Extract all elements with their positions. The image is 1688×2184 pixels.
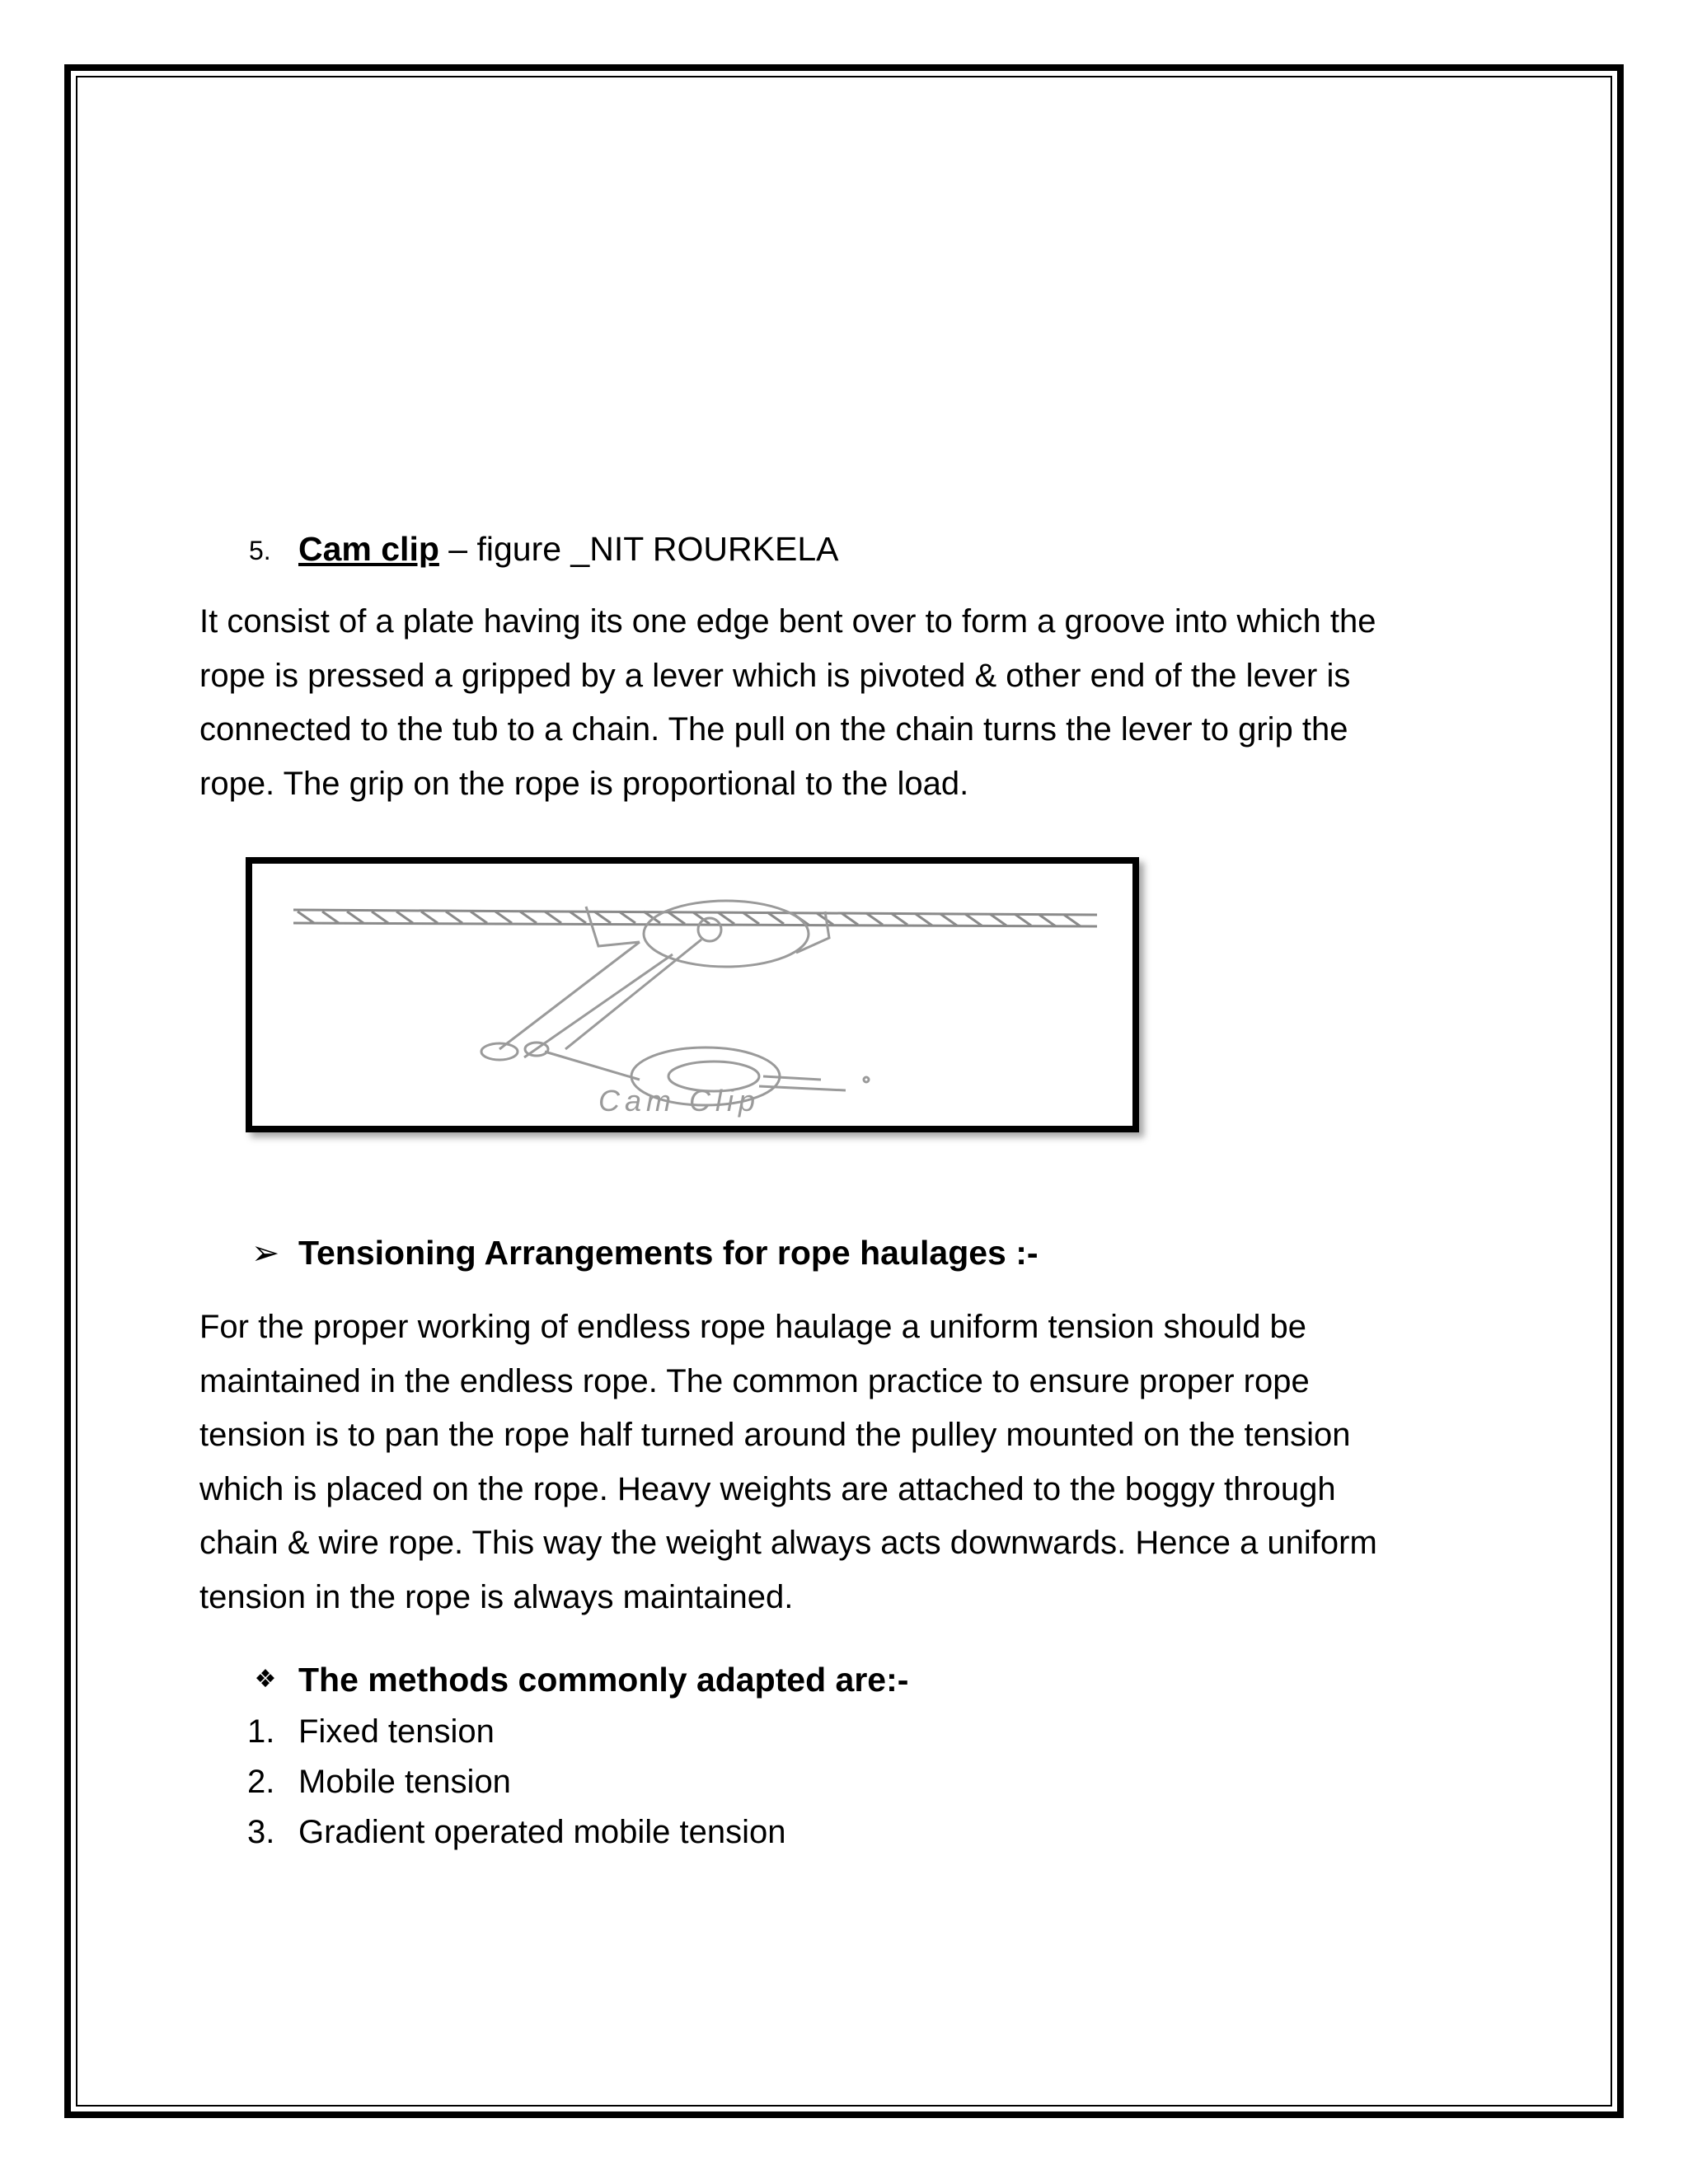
paragraph-1-line-3: connected to the tub to a chain. The pull on the chain turns the lever to grip the — [199, 711, 1348, 748]
paragraph-1-line-1: It consist of a plate having its one edge bent over to form a groove into which the — [199, 603, 1376, 640]
figure-caption: Cam Clip — [598, 1084, 761, 1118]
methods-heading-text: The methods commonly adapted are:- — [298, 1661, 909, 1699]
tensioning-heading-text: Tensioning Arrangements for rope haulages :- — [298, 1234, 1039, 1272]
paragraph-2-line-5: chain & wire rope. This way the weight always acts downwards. Hence a uniform — [199, 1525, 1377, 1561]
list-item-label: Mobile tension — [298, 1764, 511, 1800]
list-item — [247, 1807, 785, 1858]
list-item-number: 3. — [247, 1814, 275, 1850]
paragraph-2-line-2: maintained in the endless rope. The common practice to ensure proper rope — [199, 1363, 1310, 1399]
paragraph-2-line-3: tension is to pan the rope half turned around the pulley mounted on the tension — [199, 1417, 1351, 1453]
list-item-number: 2. — [247, 1764, 275, 1800]
section-number: 5. — [249, 536, 271, 565]
paragraph-2-line-6: tension in the rope is always maintained. — [199, 1579, 794, 1615]
diamond-bullet-icon: ❖ — [254, 1666, 277, 1693]
arrow-bullet-icon: ➢ — [251, 1234, 280, 1272]
paragraph-2-line-1: For the proper working of endless rope haulage a uniform tension should be — [199, 1309, 1307, 1345]
list-item-label: Gradient operated mobile tension — [298, 1814, 786, 1850]
section-title-suffix: – figure _NIT ROURKELA — [438, 530, 839, 568]
list-item — [247, 1706, 495, 1757]
list-item-number: 1. — [247, 1713, 275, 1750]
paragraph-1-line-4: rope. The grip on the rope is proportional to the load. — [199, 766, 969, 802]
paragraph-2-line-4: which is placed on the rope. Heavy weights are attached to the boggy through — [199, 1471, 1336, 1507]
section-heading — [298, 523, 838, 575]
cam-clip-drawing — [252, 864, 1132, 1126]
section-title: Cam clip — [298, 530, 439, 568]
list-item-label: Fixed tension — [298, 1713, 495, 1750]
cam-clip-figure — [246, 857, 1139, 1132]
list-item — [247, 1756, 511, 1807]
paragraph-1-line-2: rope is pressed a gripped by a lever which is pivoted & other end of the lever is — [199, 658, 1351, 694]
